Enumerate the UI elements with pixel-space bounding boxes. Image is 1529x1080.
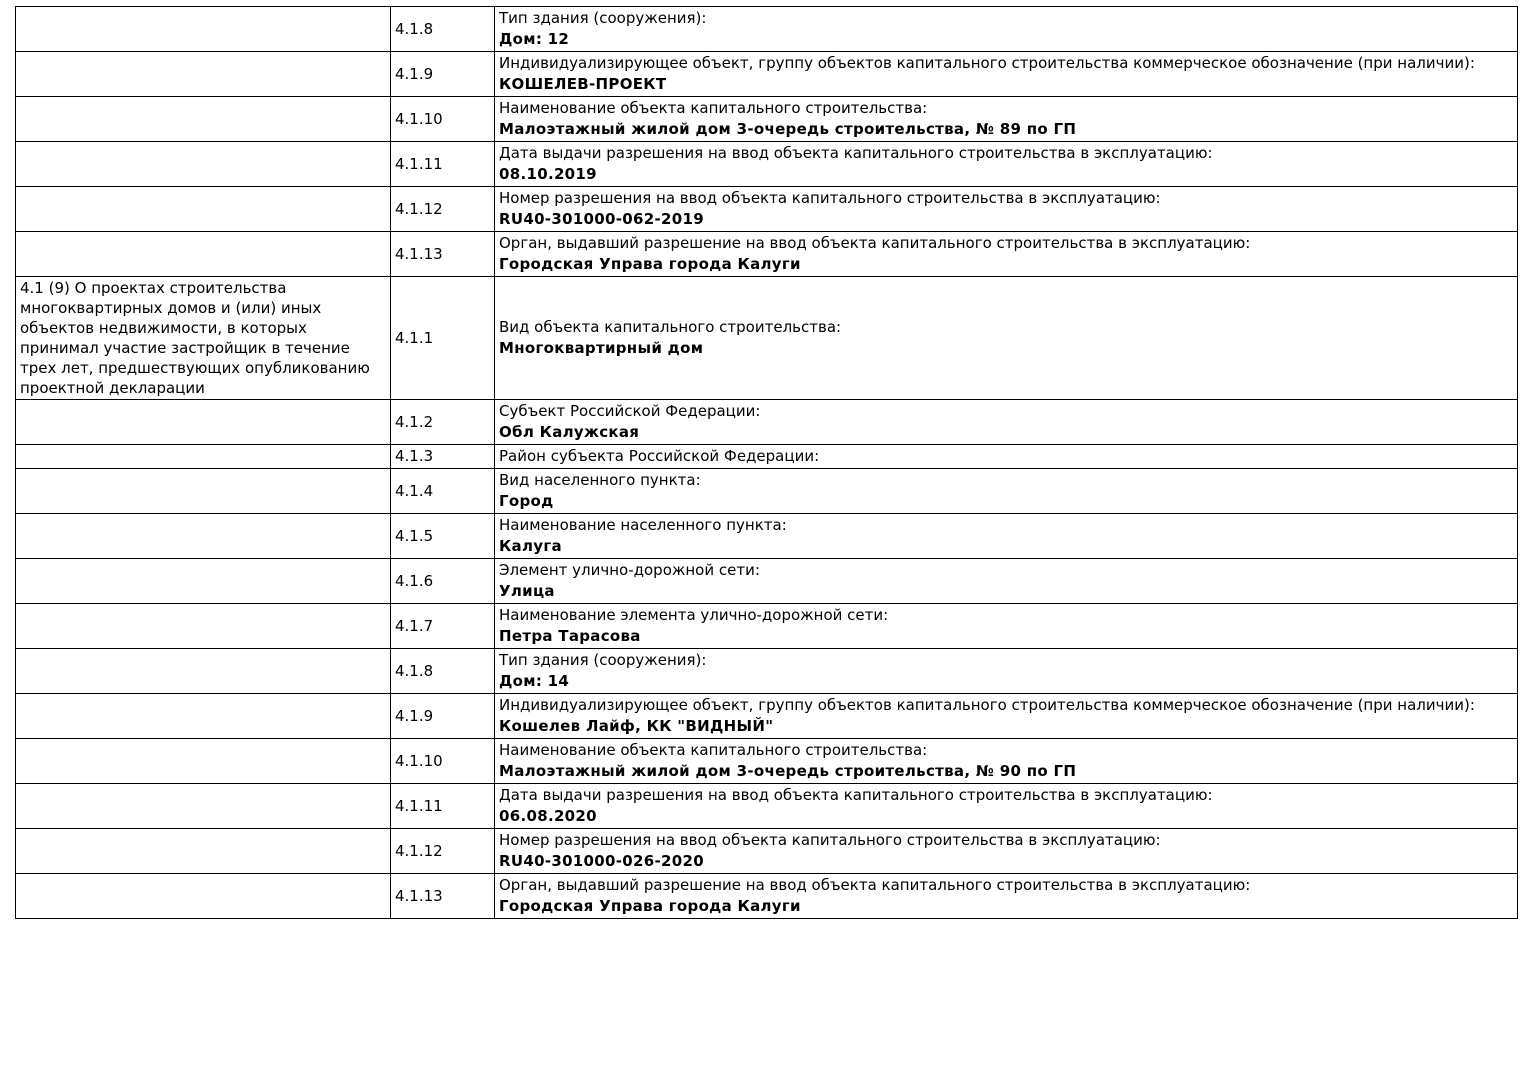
code-cell <box>391 7 495 52</box>
row-code: 4.1.12 <box>395 199 443 218</box>
field-label: Индивидуализирующее объект, группу объектов капитального строительства коммерческое обозначение (при наличии): <box>499 696 1475 714</box>
section-cell <box>16 874 391 919</box>
content-cell <box>495 445 1518 469</box>
code-cell <box>391 445 495 469</box>
table-row <box>16 97 1518 142</box>
code-cell <box>391 649 495 694</box>
row-code: 4.1.11 <box>395 154 443 173</box>
table-row <box>16 829 1518 874</box>
code-cell <box>391 829 495 874</box>
code-cell <box>391 400 495 445</box>
section-cell <box>16 232 391 277</box>
content-cell <box>495 97 1518 142</box>
field-label: Номер разрешения на ввод объекта капитального строительства в эксплуатацию: <box>499 831 1161 849</box>
row-code: 4.1.9 <box>395 706 434 725</box>
field-label: Вид населенного пункта: <box>499 471 701 489</box>
field-value: Петра Тарасова <box>499 627 641 645</box>
table-row <box>16 142 1518 187</box>
field-label: Наименование элемента улично-дорожной сети: <box>499 606 889 624</box>
row-code: 4.1.12 <box>395 841 443 860</box>
field-value: Городская Управа города Калуги <box>499 897 801 915</box>
content-cell <box>495 739 1518 784</box>
section-cell <box>16 7 391 52</box>
table-row <box>16 232 1518 277</box>
table-row <box>16 277 1518 400</box>
section-cell <box>16 559 391 604</box>
row-code: 4.1.3 <box>395 447 434 465</box>
table-row <box>16 469 1518 514</box>
field-value: Город <box>499 492 554 510</box>
table-row <box>16 7 1518 52</box>
code-cell <box>391 874 495 919</box>
field-value: Малоэтажный жилой дом 3-очередь строительства, № 90 по ГП <box>499 762 1077 780</box>
content-cell <box>495 400 1518 445</box>
content-cell <box>495 514 1518 559</box>
field-label: Субъект Российской Федерации: <box>499 402 761 420</box>
content-cell <box>495 829 1518 874</box>
section-cell <box>16 514 391 559</box>
section-cell <box>16 400 391 445</box>
field-value: КОШЕЛЕВ-ПРОЕКТ <box>499 75 667 93</box>
content-cell <box>495 694 1518 739</box>
field-label: Дата выдачи разрешения на ввод объекта капитального строительства в эксплуатацию: <box>499 786 1213 804</box>
code-cell <box>391 739 495 784</box>
content-cell <box>495 232 1518 277</box>
field-value: Малоэтажный жилой дом 3-очередь строительства, № 89 по ГП <box>499 120 1077 138</box>
row-code: 4.1.5 <box>395 526 434 545</box>
code-cell <box>391 142 495 187</box>
row-code: 4.1.9 <box>395 64 434 83</box>
row-code: 4.1.11 <box>395 796 443 815</box>
field-label: Тип здания (сооружения): <box>499 9 707 27</box>
field-label: Орган, выдавший разрешение на ввод объекта капитального строительства в эксплуатацию: <box>499 234 1251 252</box>
field-label: Наименование объекта капитального строительства: <box>499 741 928 759</box>
content-cell <box>495 142 1518 187</box>
table-row <box>16 187 1518 232</box>
table-row <box>16 874 1518 919</box>
field-value: 08.10.2019 <box>499 165 597 183</box>
section-cell <box>16 445 391 469</box>
row-code: 4.1.8 <box>395 661 434 680</box>
field-label: Элемент улично-дорожной сети: <box>499 561 760 579</box>
section-cell <box>16 739 391 784</box>
table-row <box>16 739 1518 784</box>
field-value: Дом: 12 <box>499 30 570 48</box>
field-value: RU40-301000-062-2019 <box>499 210 704 228</box>
row-code: 4.1.13 <box>395 244 443 263</box>
table-row <box>16 559 1518 604</box>
section-cell <box>16 52 391 97</box>
row-code: 4.1.8 <box>395 19 434 38</box>
row-code: 4.1.4 <box>395 481 434 500</box>
content-cell <box>495 469 1518 514</box>
table-row <box>16 649 1518 694</box>
section-cell <box>16 604 391 649</box>
row-code: 4.1.6 <box>395 571 434 590</box>
section-cell <box>16 142 391 187</box>
table-row <box>16 694 1518 739</box>
field-label: Вид объекта капитального строительства: <box>499 318 842 336</box>
section-cell <box>16 784 391 829</box>
content-cell <box>495 52 1518 97</box>
code-cell <box>391 694 495 739</box>
table-body <box>16 7 1518 919</box>
content-cell <box>495 559 1518 604</box>
field-value: Обл Калужская <box>499 423 640 441</box>
section-text: 4.1 (9) О проектах строительства многоквартирных домов и (или) иных объектов недвижимости, в которых принимал участие застройщик в течение трех лет, предшествующих опубликованию проектной декларации <box>20 279 370 397</box>
section-cell <box>16 187 391 232</box>
row-code: 4.1.2 <box>395 412 434 431</box>
table-row <box>16 445 1518 469</box>
code-cell <box>391 52 495 97</box>
declaration-table <box>15 6 1518 919</box>
section-cell <box>16 277 391 400</box>
field-value: Городская Управа города Калуги <box>499 255 801 273</box>
code-cell <box>391 559 495 604</box>
field-value: Калуга <box>499 537 562 555</box>
content-cell <box>495 784 1518 829</box>
section-cell <box>16 469 391 514</box>
row-code: 4.1.10 <box>395 109 443 128</box>
section-cell <box>16 694 391 739</box>
code-cell <box>391 469 495 514</box>
code-cell <box>391 604 495 649</box>
code-cell <box>391 784 495 829</box>
field-label: Индивидуализирующее объект, группу объектов капитального строительства коммерческое обозначение (при наличии): <box>499 54 1475 72</box>
row-code: 4.1.1 <box>395 328 434 347</box>
row-code: 4.1.7 <box>395 616 434 635</box>
content-cell <box>495 277 1518 400</box>
section-cell <box>16 97 391 142</box>
field-value: Дом: 14 <box>499 672 570 690</box>
code-cell <box>391 277 495 400</box>
field-label: Район субъекта Российской Федерации: <box>499 447 820 465</box>
field-label: Наименование объекта капитального строительства: <box>499 99 928 117</box>
field-label: Номер разрешения на ввод объекта капитального строительства в эксплуатацию: <box>499 189 1161 207</box>
content-cell <box>495 604 1518 649</box>
table-row <box>16 784 1518 829</box>
field-value: 06.08.2020 <box>499 807 597 825</box>
field-value: Многоквартирный дом <box>499 339 704 357</box>
code-cell <box>391 514 495 559</box>
content-cell <box>495 187 1518 232</box>
code-cell <box>391 232 495 277</box>
section-cell <box>16 649 391 694</box>
field-value: Улица <box>499 582 555 600</box>
row-code: 4.1.10 <box>395 751 443 770</box>
section-cell <box>16 829 391 874</box>
table-row <box>16 604 1518 649</box>
field-label: Орган, выдавший разрешение на ввод объекта капитального строительства в эксплуатацию: <box>499 876 1251 894</box>
code-cell <box>391 97 495 142</box>
content-cell <box>495 7 1518 52</box>
table-row <box>16 400 1518 445</box>
content-cell <box>495 649 1518 694</box>
table-row <box>16 52 1518 97</box>
field-value: RU40-301000-026-2020 <box>499 852 704 870</box>
content-cell <box>495 874 1518 919</box>
table-row <box>16 514 1518 559</box>
row-code: 4.1.13 <box>395 886 443 905</box>
field-label: Дата выдачи разрешения на ввод объекта капитального строительства в эксплуатацию: <box>499 144 1213 162</box>
field-label: Тип здания (сооружения): <box>499 651 707 669</box>
field-label: Наименование населенного пункта: <box>499 516 787 534</box>
code-cell <box>391 187 495 232</box>
field-value: Кошелев Лайф, КК "ВИДНЫЙ" <box>499 717 774 735</box>
